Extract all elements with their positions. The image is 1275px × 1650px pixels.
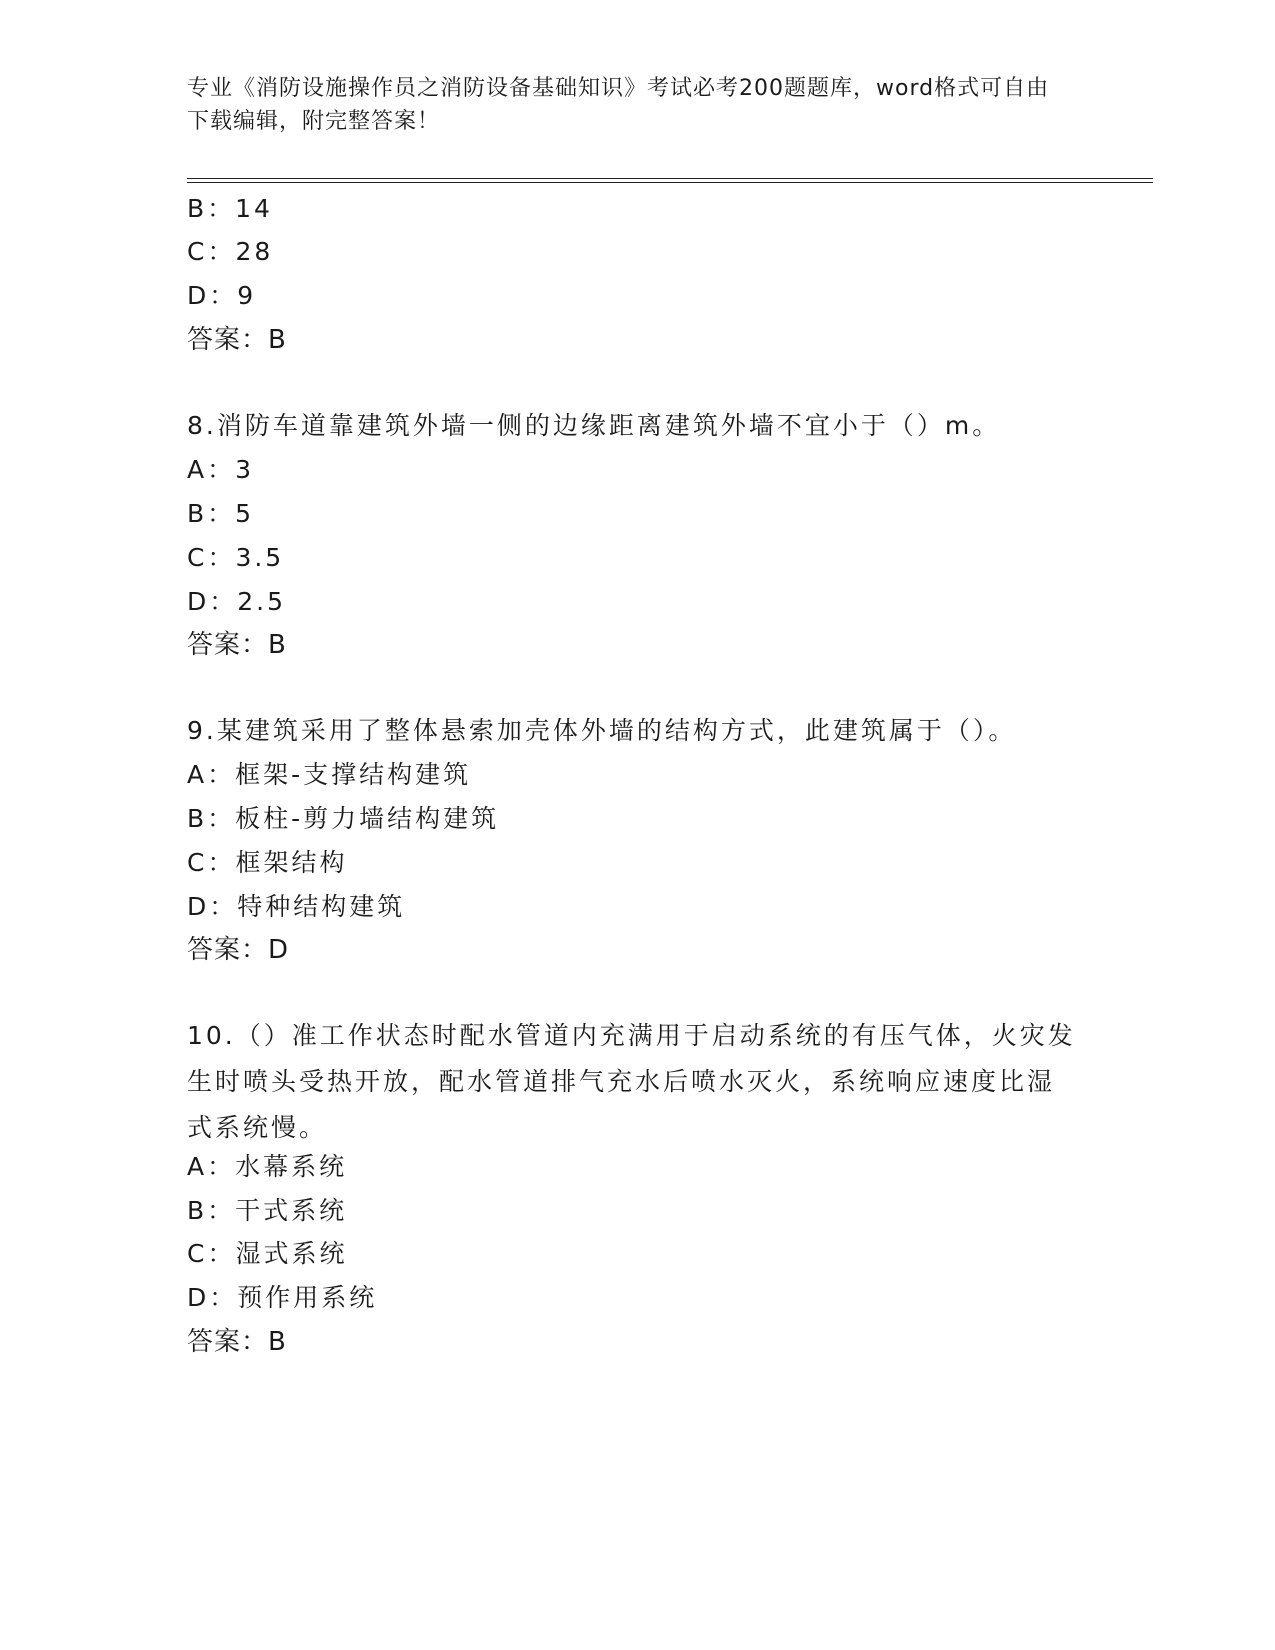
answer: 答案：D (187, 935, 290, 965)
option-c: C：框架结构 (187, 848, 348, 877)
option-c: C：3.5 (187, 543, 285, 572)
option-b: B：5 (187, 499, 255, 528)
option-b: B：干式系统 (187, 1196, 348, 1225)
answer: 答案：B (187, 325, 287, 355)
option-d: D：2.5 (187, 587, 287, 616)
question-stem: 10.（）准工作状态时配水管道内充满用于启动系统的有压气体，火灾发生时喷头受热开放，配水管道排气充水后喷水灭火，系统响应速度比湿式系统慢。 (187, 1021, 1076, 1142)
option-c: C：湿式系统 (187, 1239, 348, 1268)
header-divider (187, 178, 1153, 183)
option-d: D：预作用系统 (187, 1283, 378, 1312)
option-a: A：3 (187, 455, 255, 484)
option-c: C：28 (187, 237, 274, 266)
answer: 答案：B (187, 1327, 287, 1357)
answer: 答案：B (187, 630, 287, 660)
option-b: B：14 (187, 194, 273, 223)
question-stem: 8.消防车道靠建筑外墙一侧的边缘距离建筑外墙不宜小于（）m。 (187, 411, 1001, 440)
option-d: D：特种结构建筑 (187, 892, 406, 921)
option-d: D：9 (187, 281, 257, 310)
option-a: A：框架-支撑结构建筑 (187, 760, 472, 789)
document-header: 专业《消防设施操作员之消防设备基础知识》考试必考200题题库，word格式可自由下载编辑，附完整答案！ (187, 76, 1050, 134)
option-a: A：水幕系统 (187, 1152, 348, 1181)
question-stem: 9.某建筑采用了整体悬索加壳体外墙的结构方式，此建筑属于（）。 (187, 716, 1017, 745)
option-b: B：板柱-剪力墙结构建筑 (187, 804, 500, 833)
